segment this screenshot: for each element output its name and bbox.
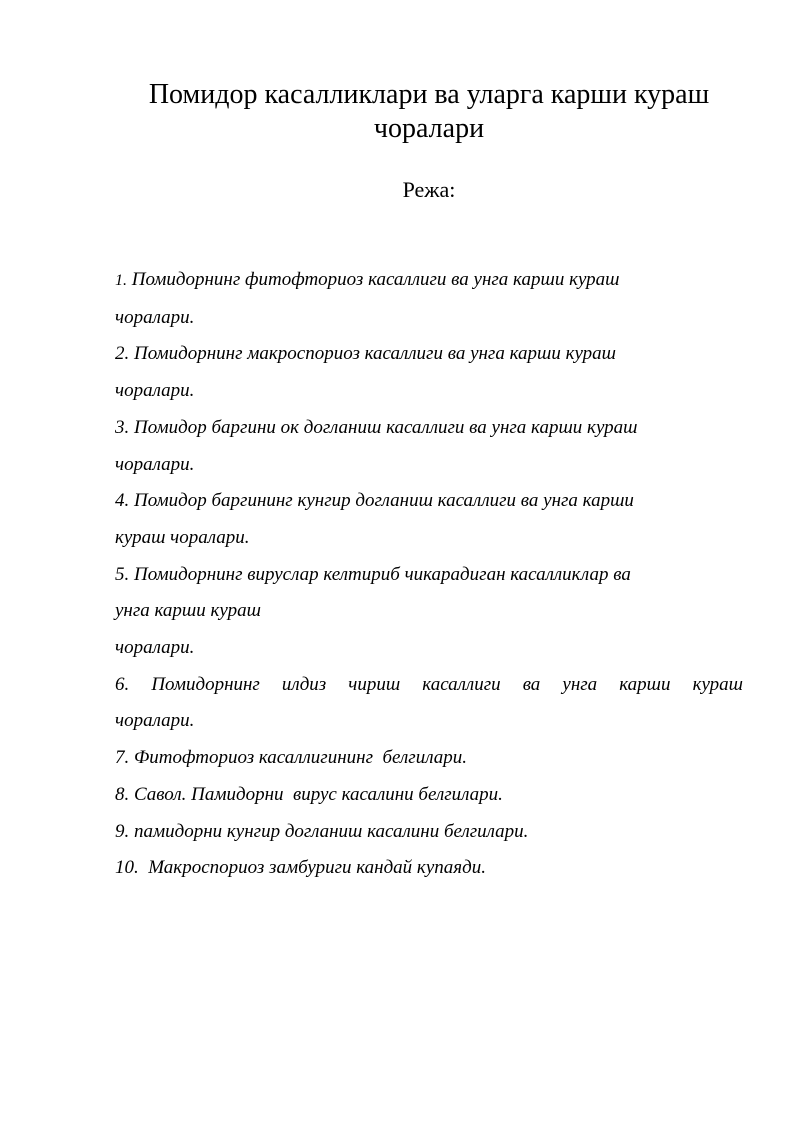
plan-item-text: унга карши кураш (115, 600, 261, 622)
plan-item-number: 6. (115, 673, 130, 695)
plan-item-2 (115, 336, 743, 409)
document-title: Помидор касалликлари ва уларга карши кураш чоралари (148, 79, 710, 144)
plan-item-text: Помидор баргининг кунгир догланиш касаллиги ва унга карши (134, 490, 634, 512)
plan-item-8 (115, 777, 743, 814)
plan-item-4 (115, 483, 743, 556)
plan-item-text: Савол. Памидорни вирус касалини белгилари. (134, 783, 503, 805)
plan-item-10 (115, 850, 743, 887)
plan-list (115, 262, 743, 887)
plan-item-5 (115, 557, 743, 667)
plan-item-text: Помидорнинг фитофториоз касаллиги ва унга карши кураш (131, 269, 620, 290)
plan-item-number: 1. (115, 272, 127, 289)
plan-item-6 (115, 667, 743, 740)
plan-item-text: чоралари. (115, 453, 195, 475)
plan-item-number: 10. (115, 857, 139, 879)
plan-item-text: Помидор баргини ок догланиш касаллиги ва унга карши кураш (134, 416, 638, 438)
plan-item-number: 4. (115, 490, 130, 512)
plan-item-number: 7. (115, 747, 130, 769)
plan-item-number: 2. (115, 343, 130, 365)
plan-item-text: чоралари. (115, 380, 195, 402)
plan-item-text: кураш чоралари. (115, 526, 250, 548)
plan-item-7 (115, 740, 743, 777)
plan-item-text: памидорни кунгир догланиш касалини белгилари. (134, 820, 529, 842)
plan-item-number: 5. (115, 563, 130, 585)
plan-item-text: Макроспориоз замбуриги кандай купаяди. (143, 857, 486, 879)
plan-item-text: Помидорнинг илдиз чириш касаллиги ва унга карши кураш (151, 673, 743, 695)
plan-item-text: Помидорнинг макроспориоз касаллиги ва унга карши кураш (134, 343, 617, 365)
plan-item-text: чоралари. (115, 710, 195, 732)
plan-item-number: 3. (115, 416, 130, 438)
plan-item-text: Фитофториоз касаллигининг белгилари. (134, 747, 467, 769)
plan-item-number: 8. (115, 783, 130, 805)
plan-item-number: 9. (115, 820, 130, 842)
plan-item-9 (115, 814, 743, 851)
plan-heading: Режа: (402, 177, 456, 202)
plan-item-text: чоралари. (115, 637, 195, 659)
plan-item-text: Помидорнинг вируслар келтириб чикарадиган касалликлар ва (134, 563, 631, 585)
plan-item-1 (115, 262, 743, 336)
plan-item-text: чоралари. (115, 306, 195, 328)
plan-item-3 (115, 410, 743, 483)
